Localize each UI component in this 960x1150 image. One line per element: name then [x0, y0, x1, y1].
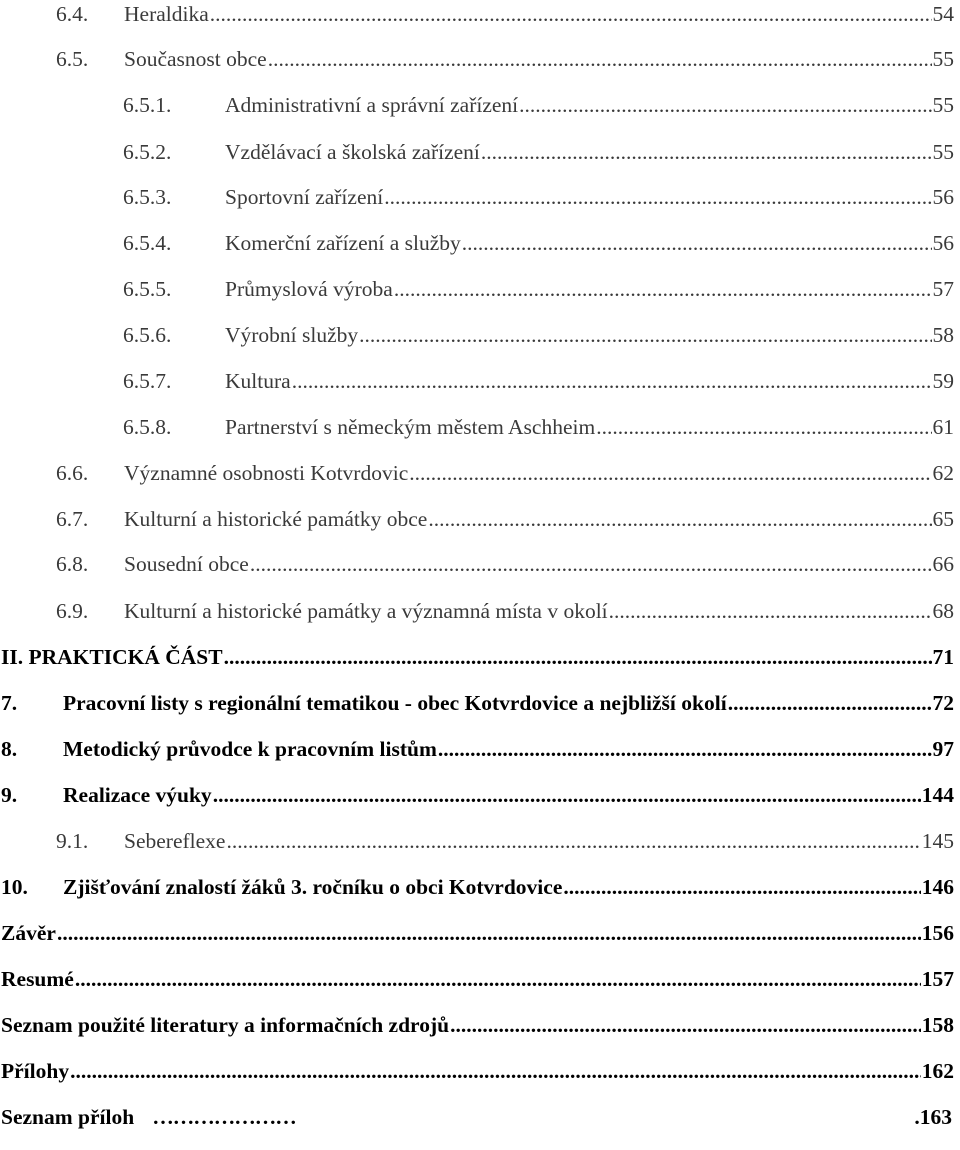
toc-number: 6.5.3.: [123, 185, 172, 209]
toc-title: Administrativní a správní zařízení: [225, 93, 519, 117]
toc-page-number: 72: [932, 691, 954, 715]
toc-title: Sousední obce: [124, 552, 249, 576]
toc-number: 6.9.: [56, 599, 89, 623]
toc-title: Heraldika: [124, 2, 209, 26]
toc-entry-resume[interactable]: [1, 964, 954, 994]
toc-title: Významné osobnosti Kotvrdovic: [124, 461, 409, 485]
toc-title: II. PRAKTICKÁ ČÁST: [1, 645, 223, 669]
toc-leader: [75, 964, 921, 994]
toc-page-number: 57: [932, 277, 954, 301]
toc-page-number: 162: [921, 1059, 954, 1083]
toc-number: 7.: [1, 691, 18, 715]
toc-entry-6-8[interactable]: [56, 549, 954, 579]
toc-entry-6-6[interactable]: [56, 458, 954, 488]
toc-number: 6.5.8.: [123, 415, 172, 439]
toc-entry-literatura[interactable]: [1, 1010, 954, 1040]
toc-page-number: 144: [921, 783, 954, 807]
toc-number: 6.4.: [56, 2, 89, 26]
toc-page-number: 56: [932, 185, 954, 209]
toc-entry-9[interactable]: [1, 780, 954, 810]
toc-title: Sebereflexe: [124, 829, 226, 853]
toc-entry-6-5-1[interactable]: [123, 90, 954, 120]
toc-number: 6.6.: [56, 461, 89, 485]
toc-entry-6-4[interactable]: [56, 0, 954, 29]
toc-title: Závěr: [1, 921, 56, 945]
toc-page-number: 157: [921, 967, 954, 991]
toc-number: 6.5.4.: [123, 231, 172, 255]
toc-number: 6.5.5.: [123, 277, 172, 301]
toc-leader: [57, 918, 921, 948]
toc-leader: [384, 182, 931, 212]
toc-page-number: 56: [932, 231, 954, 255]
toc-leader: [462, 228, 932, 258]
toc-number: 10.: [1, 875, 28, 899]
toc-leader: [268, 44, 932, 74]
toc-number: 6.5.: [56, 47, 89, 71]
toc-leader: [450, 1010, 921, 1040]
toc-page-number: 55: [932, 93, 954, 117]
toc-entry-seznam-priloh[interactable]: [1, 1102, 952, 1132]
toc-title: Výrobní služby: [225, 323, 359, 347]
toc-number: 9.: [1, 783, 18, 807]
toc-entry-6-5-4[interactable]: [123, 228, 954, 258]
toc-leader: [213, 780, 921, 810]
toc-leader: [292, 366, 932, 396]
toc-title: Realizace výuky: [63, 783, 212, 807]
toc-leader: [70, 1056, 921, 1086]
toc-leader: [596, 412, 931, 442]
toc-page-number: 68: [932, 599, 954, 623]
toc-number: 9.1.: [56, 829, 89, 853]
toc-entry-6-5-2[interactable]: [123, 137, 954, 167]
toc-number: 8.: [1, 737, 18, 761]
toc-number: 6.5.6.: [123, 323, 172, 347]
toc-number: 6.7.: [56, 507, 89, 531]
toc-leader: [609, 596, 932, 626]
toc-number: 6.5.7.: [123, 369, 172, 393]
toc-entry-6-7[interactable]: [56, 504, 954, 534]
toc-leader: [394, 274, 932, 304]
toc-leader: [438, 734, 932, 764]
toc-leader: [250, 549, 932, 579]
toc-leader: [563, 872, 920, 902]
toc-entry-8[interactable]: [1, 734, 954, 764]
toc-title: Seznam použité literatury a informačních zdrojů: [1, 1013, 450, 1037]
toc-page-number: .163: [914, 1105, 952, 1129]
toc-title: Vzdělávací a školská zařízení: [225, 140, 480, 164]
toc-title: Současnost obce: [124, 47, 267, 71]
toc-entry-6-9[interactable]: [56, 596, 954, 626]
toc-leader: [210, 0, 932, 29]
toc-page-number: 54: [932, 2, 954, 26]
toc-entry-10[interactable]: [1, 872, 954, 902]
toc-leader: [359, 320, 931, 350]
toc-entry-prilohy[interactable]: [1, 1056, 954, 1086]
toc-page-number: 145: [921, 829, 954, 853]
toc-page-number: 55: [932, 47, 954, 71]
toc-entry-6-5-5[interactable]: [123, 274, 954, 304]
toc-entry-6-5-3[interactable]: [123, 182, 954, 212]
toc-title: Seznam příloh: [1, 1105, 135, 1129]
toc-page-number: 158: [921, 1013, 954, 1037]
toc-entry-zaver[interactable]: [1, 918, 954, 948]
toc-leader: [409, 458, 931, 488]
toc-page-number: 97: [932, 737, 954, 761]
toc-page-number: 61: [932, 415, 954, 439]
toc-page-number: 55: [932, 140, 954, 164]
toc-page-number: 66: [932, 552, 954, 576]
toc-title: Kulturní a historické památky obce: [124, 507, 428, 531]
toc-title: Resumé: [1, 967, 74, 991]
toc-title: Přílohy: [1, 1059, 70, 1083]
toc-page-number: 146: [921, 875, 954, 899]
toc-leader: [224, 642, 932, 672]
toc-entry-7[interactable]: [1, 688, 954, 718]
toc-title: Zjišťování znalostí žáků 3. ročníku o obci Kotvrdovice: [63, 875, 563, 899]
toc-leader: [728, 688, 932, 718]
toc-page-number: 59: [932, 369, 954, 393]
toc-title: Průmyslová výroba: [225, 277, 393, 301]
toc-number: 6.8.: [56, 552, 89, 576]
toc-leader: [428, 504, 931, 534]
toc-entry-6-5-7[interactable]: [123, 366, 954, 396]
toc-leader: [226, 826, 920, 856]
toc-page-number: 156: [921, 921, 954, 945]
toc-leader: [481, 137, 932, 167]
toc-number: 6.5.2.: [123, 140, 172, 164]
toc-number: 6.5.1.: [123, 93, 172, 117]
toc-page-number: 58: [932, 323, 954, 347]
toc-title: Pracovní listy s regionální tematikou - obec Kotvrdovice a nejbližší okolí: [63, 691, 727, 715]
toc-leader: [519, 90, 931, 120]
toc-title: Kulturní a historické památky a významná místa v okolí: [124, 599, 608, 623]
toc-title: Partnerství s německým městem Aschheim: [225, 415, 596, 439]
toc-entry-9-1[interactable]: [56, 826, 954, 856]
toc-leader: …………………: [152, 1105, 296, 1129]
toc-title: Metodický průvodce k pracovním listům: [63, 737, 437, 761]
toc-entry-6-5-8[interactable]: [123, 412, 954, 442]
toc-entry-6-5[interactable]: [56, 44, 954, 74]
toc-page-number: 62: [932, 461, 954, 485]
toc-title: Komerční zařízení a služby: [225, 231, 461, 255]
toc-title: Kultura: [225, 369, 291, 393]
toc-page-number: 65: [932, 507, 954, 531]
toc-page-number: 71: [932, 645, 954, 669]
toc-entry-6-5-6[interactable]: [123, 320, 954, 350]
toc-title: Sportovní zařízení: [225, 185, 384, 209]
toc-entry-part-2[interactable]: [1, 642, 954, 672]
